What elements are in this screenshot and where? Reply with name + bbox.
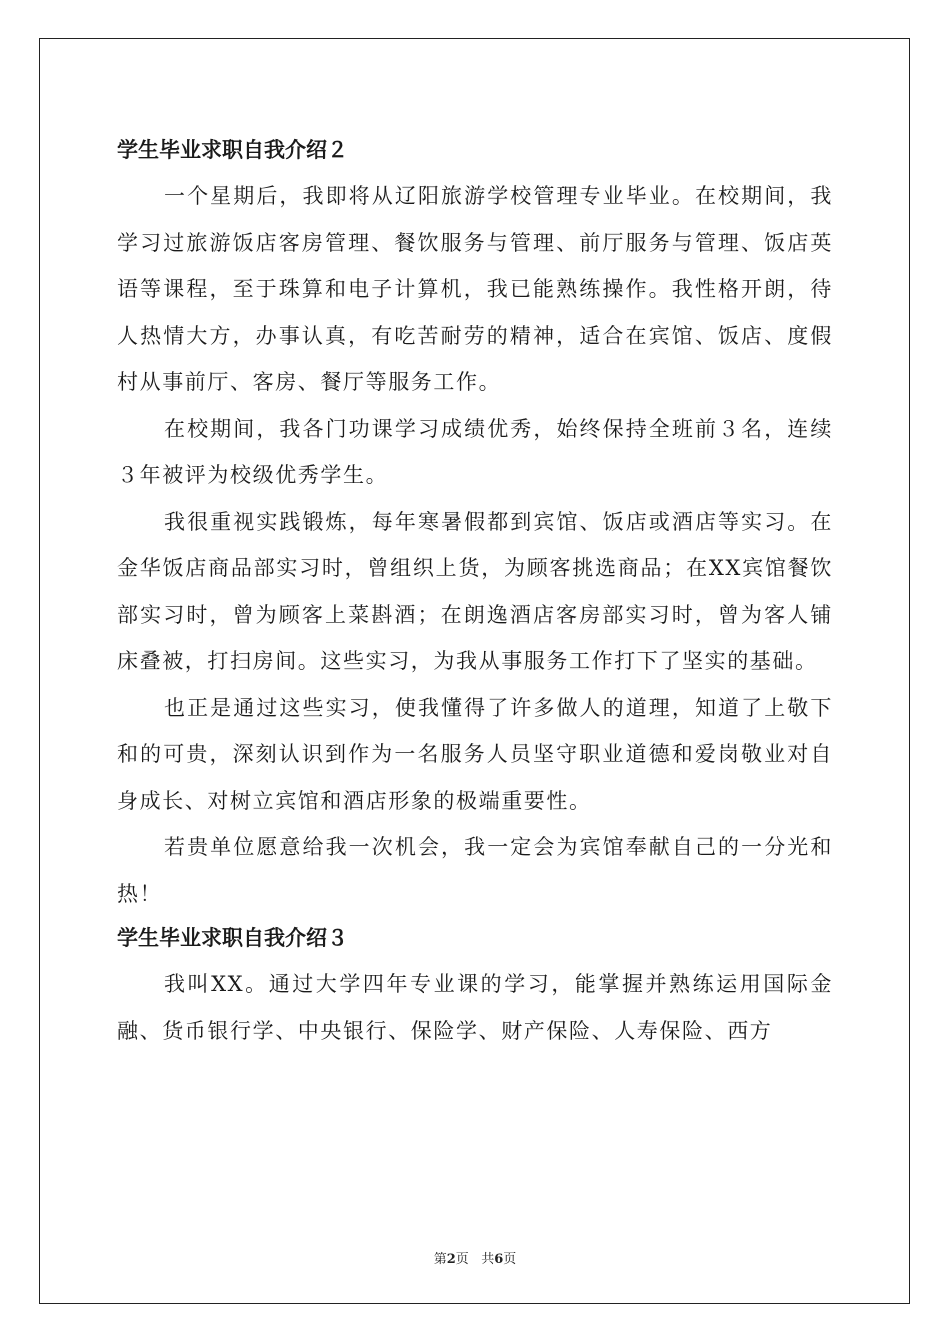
paragraph: 我叫XX。通过大学四年专业课的学习，能掌握并熟练运用国际金融、货币银行学、中央银行、保险学、财产保险、人寿保险、西方: [117, 972, 833, 1043]
total-prefix: 共: [481, 1252, 495, 1267]
paragraph: 在校期间，我各门功课学习成绩优秀，始终保持全班前３名，连续３年被评为校级优秀学生。: [117, 416, 833, 487]
section-heading: 学生毕业求职自我介绍２: [117, 137, 348, 162]
document-body: [117, 129, 833, 1054]
page-unit: 页: [455, 1252, 469, 1267]
page-prefix: 第: [433, 1252, 447, 1267]
paragraph: 也正是通过这些实习，使我懂得了许多做人的道理，知道了上敬下和的可贵，深刻认识到作为一名服务人员坚守职业道德和爱岗敬业对自身成长、对树立宾馆和酒店形象的极端重要性。: [117, 695, 833, 813]
total-pages-number: 6: [494, 1252, 504, 1267]
page-footer: [0, 1248, 950, 1267]
total-unit: 页: [503, 1252, 517, 1267]
section-heading: 学生毕业求职自我介绍３: [117, 925, 348, 950]
paragraph: 我很重视实践锻炼，每年寒暑假都到宾馆、饭店或酒店等实习。在金华饭店商品部实习时，曾组织上货，为顾客挑选商品；在XX宾馆餐饮部实习时，曾为顾客上菜斟酒；在朗逸酒店客房部实习时，曾为客人铺床叠被，打扫房间。这些实习，为我从事服务工作打下了坚实的基础。: [117, 509, 833, 673]
current-page-number: 2: [446, 1252, 456, 1267]
paragraph: 一个星期后，我即将从辽阳旅游学校管理专业毕业。在校期间，我学习过旅游饭店客房管理、餐饮服务与管理、前厅服务与管理、饭店英语等课程，至于珠算和电子计算机，我已能熟练操作。我性格开朗，待人热情大方，办事认真，有吃苦耐劳的精神，适合在宾馆、饭店、度假村从事前厅、客房、餐厅等服务工作。: [117, 184, 833, 394]
paragraph: 若贵单位愿意给我一次机会，我一定会为宾馆奉献自己的一分光和热！: [117, 835, 833, 906]
